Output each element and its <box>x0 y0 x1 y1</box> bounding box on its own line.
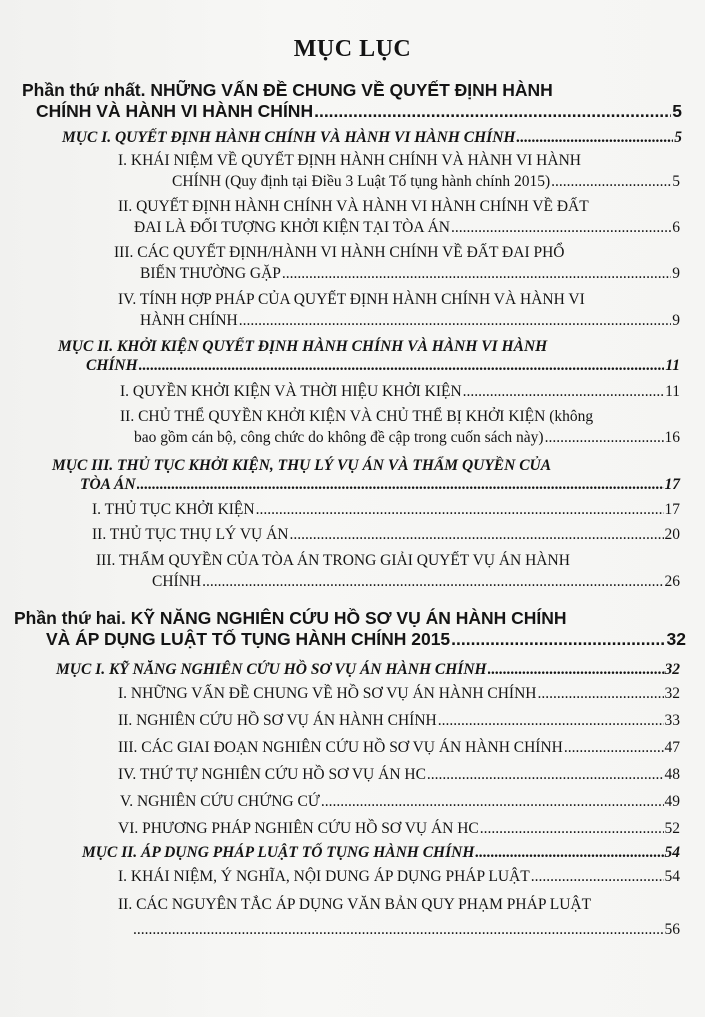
toc-item-p2-m1-3[interactable] <box>118 737 680 758</box>
toc-item-m3-1[interactable] <box>92 499 680 520</box>
toc-section-page: 54 <box>664 844 680 861</box>
toc-section-m2-page: 11 <box>665 357 680 374</box>
toc-item-title: ĐAI LÀ ĐỐI TƯỢNG KHỞI KIỆN TẠI TÒA ÁN <box>134 219 450 236</box>
toc-item-line1: IV. TÍNH HỢP PHÁP CỦA QUYẾT ĐỊNH HÀNH CHÍNH VÀ HÀNH VI <box>118 291 585 308</box>
toc-item-page: 11 <box>665 383 680 400</box>
toc-part-2[interactable] <box>14 608 686 650</box>
toc-item-title: V. NGHIÊN CỨU CHỨNG CỨ <box>120 793 320 810</box>
toc-item-line1: III. THẨM QUYỀN CỦA TÒA ÁN TRONG GIẢI QUYẾT VỤ ÁN HÀNH <box>96 552 570 569</box>
toc-item-page: 48 <box>664 766 680 783</box>
toc-item-p2-m1-5[interactable] <box>120 791 680 812</box>
toc-section-title: MỤC II. ÁP DỤNG PHÁP LUẬT TỐ TỤNG HÀNH CHÍNH <box>82 844 475 861</box>
toc-item-title: I. THỦ TỤC KHỞI KIỆN <box>92 501 255 518</box>
toc-item-p2-m2-2[interactable] <box>118 894 680 940</box>
leader-dots <box>516 128 673 147</box>
toc-item-page: 56 <box>664 921 680 938</box>
leader-dots <box>289 524 663 545</box>
leader-dots <box>282 263 671 284</box>
toc-item-title: CHÍNH <box>152 573 202 590</box>
toc-item-title: CHÍNH (Quy định tại Điều 3 Luật Tố tụng hành chính 2015) <box>172 173 551 190</box>
toc-item-title: I. KHÁI NIỆM, Ý NGHĨA, NỘI DUNG ÁP DỤNG PHÁP LUẬT <box>118 868 530 885</box>
toc-item-m2-1[interactable] <box>120 381 680 402</box>
toc-item-page: 20 <box>664 526 680 543</box>
leader-dots <box>551 171 671 192</box>
toc-item-p2-m1-4[interactable] <box>118 764 680 785</box>
toc-item-page: 16 <box>664 429 680 446</box>
toc-section-p2-m2[interactable] <box>82 843 680 862</box>
toc-item-page: 26 <box>664 573 680 590</box>
leader-dots <box>537 683 663 704</box>
leader-dots <box>531 866 664 887</box>
toc-part-2-line1: Phần thứ hai. KỸ NĂNG NGHIÊN CỨU HỒ SƠ VỤ ÁN HÀNH CHÍNH <box>14 608 567 628</box>
leader-dots <box>545 427 664 448</box>
toc-item-p2-m1-2[interactable] <box>118 710 680 731</box>
toc-item-page: 54 <box>664 868 680 885</box>
leader-dots <box>133 919 664 940</box>
toc-item-m3-3[interactable] <box>96 550 680 592</box>
toc-item-title: HÀNH CHÍNH <box>140 312 238 329</box>
toc-item-page: 47 <box>664 739 680 756</box>
toc-item-title: VI. PHƯƠNG PHÁP NGHIÊN CỨU HỒ SƠ VỤ ÁN HC <box>118 820 479 837</box>
leader-dots <box>139 356 665 375</box>
toc-section-m3-page: 17 <box>664 476 680 493</box>
toc-item-line1: III. CÁC QUYẾT ĐỊNH/HÀNH VI HÀNH CHÍNH VỀ ĐẤT ĐAI PHỔ <box>114 244 565 261</box>
toc-item-line1: I. KHÁI NIỆM VỀ QUYẾT ĐỊNH HÀNH CHÍNH VÀ HÀNH VI HÀNH <box>118 152 581 169</box>
toc-item-m1-3[interactable] <box>114 242 680 284</box>
toc-part-1-title: CHÍNH VÀ HÀNH VI HÀNH CHÍNH <box>36 101 314 121</box>
leader-dots <box>451 217 671 238</box>
toc-section-title: MỤC I. KỸ NĂNG NGHIÊN CỨU HỒ SƠ VỤ ÁN HÀNH CHÍNH <box>56 661 487 678</box>
toc-item-m1-4[interactable] <box>118 289 680 331</box>
toc-item-page: 52 <box>664 820 680 837</box>
leader-dots <box>480 818 664 839</box>
toc-item-title: I. QUYỀN KHỞI KIỆN VÀ THỜI HIỆU KHỞI KIỆN <box>120 383 462 400</box>
leader-dots <box>137 475 664 494</box>
toc-item-line1: II. CÁC NGUYÊN TẮC ÁP DỤNG VĂN BẢN QUY PHẠM PHÁP LUẬT <box>118 896 592 913</box>
toc-item-m1-1[interactable] <box>118 150 680 192</box>
toc-section-m3[interactable] <box>52 456 680 494</box>
leader-dots <box>463 381 664 402</box>
toc-item-page: 9 <box>672 312 680 329</box>
toc-item-m1-2[interactable] <box>118 196 680 238</box>
toc-section-line1: MỤC II. KHỞI KIỆN QUYẾT ĐỊNH HÀNH CHÍNH VÀ HÀNH VI HÀNH <box>58 338 548 355</box>
leader-dots <box>239 310 672 331</box>
toc-item-line1: II. QUYẾT ĐỊNH HÀNH CHÍNH VÀ HÀNH VI HÀNH CHÍNH VỀ ĐẤT <box>118 198 589 215</box>
toc-section-line1: MỤC III. THỦ TỤC KHỞI KIỆN, THỤ LÝ VỤ ÁN VÀ THẨM QUYỀN CỦA <box>52 457 552 474</box>
toc-part-1-page: 5 <box>672 101 682 121</box>
leader-dots <box>475 843 663 862</box>
leader-dots <box>564 737 664 758</box>
toc-item-m3-2[interactable] <box>92 524 680 545</box>
toc-item-page: 33 <box>664 712 680 729</box>
leader-dots <box>427 764 664 785</box>
toc-item-p2-m1-6[interactable] <box>118 818 680 839</box>
toc-section-m2[interactable] <box>58 337 680 375</box>
toc-item-title: IV. THỨ TỰ NGHIÊN CỨU HỒ SƠ VỤ ÁN HC <box>118 766 426 783</box>
toc-item-p2-m2-1[interactable] <box>118 866 680 887</box>
toc-item-page: 9 <box>672 265 680 282</box>
toc-section-m1-title: MỤC I. QUYẾT ĐỊNH HÀNH CHÍNH VÀ HÀNH VI HÀNH CHÍNH <box>62 129 516 146</box>
toc-item-title: I. NHỮNG VẤN ĐỀ CHUNG VỀ HỒ SƠ VỤ ÁN HÀNH CHÍNH <box>118 685 537 702</box>
toc-section-m1-page: 5 <box>674 129 682 146</box>
toc-item-page: 5 <box>672 173 680 190</box>
toc-part-1-line1: Phần thứ nhất. NHỮNG VẤN ĐỀ CHUNG VỀ QUYẾT ĐỊNH HÀNH <box>22 80 553 100</box>
toc-item-page: 17 <box>664 501 680 518</box>
toc-item-title: II. THỦ TỤC THỤ LÝ VỤ ÁN <box>92 526 289 543</box>
leader-dots <box>438 710 664 731</box>
leader-dots <box>488 660 664 679</box>
toc-item-page: 6 <box>672 219 680 236</box>
leader-dots <box>321 791 664 812</box>
leader-dots <box>256 499 664 520</box>
toc-section-m2-title: CHÍNH <box>86 357 138 374</box>
leader-dots <box>451 629 665 650</box>
toc-item-m2-2[interactable] <box>120 406 680 448</box>
toc-part-1[interactable] <box>22 80 682 122</box>
page-title: MỤC LỤC <box>293 36 412 62</box>
toc-item-page: 49 <box>664 793 680 810</box>
toc-section-page: 32 <box>664 661 680 678</box>
toc-item-title: II. NGHIÊN CỨU HỒ SƠ VỤ ÁN HÀNH CHÍNH <box>118 712 437 729</box>
toc-section-p2-m1[interactable] <box>56 660 680 679</box>
toc-item-p2-m1-1[interactable] <box>118 683 680 704</box>
leader-dots <box>314 101 671 122</box>
toc-section-m1[interactable] <box>62 128 682 147</box>
toc-item-title: BIẾN THƯỜNG GẶP <box>140 265 281 282</box>
toc-item-page: 32 <box>664 685 680 702</box>
toc-part-2-page: 32 <box>666 629 686 649</box>
toc-item-title: bao gồm cán bộ, công chức do không đề cập trong cuốn sách này) <box>134 429 544 446</box>
toc-section-m3-title: TÒA ÁN <box>80 476 136 493</box>
toc-item-title: III. CÁC GIAI ĐOẠN NGHIÊN CỨU HỒ SƠ VỤ ÁN HÀNH CHÍNH <box>118 739 563 756</box>
toc-item-line1: II. CHỦ THỂ QUYỀN KHỞI KIỆN VÀ CHỦ THỂ BỊ KHỞI KIỆN (không <box>120 408 594 425</box>
toc-part-2-title: VÀ ÁP DỤNG LUẬT TỐ TỤNG HÀNH CHÍNH 2015 <box>46 629 451 649</box>
leader-dots <box>202 571 663 592</box>
